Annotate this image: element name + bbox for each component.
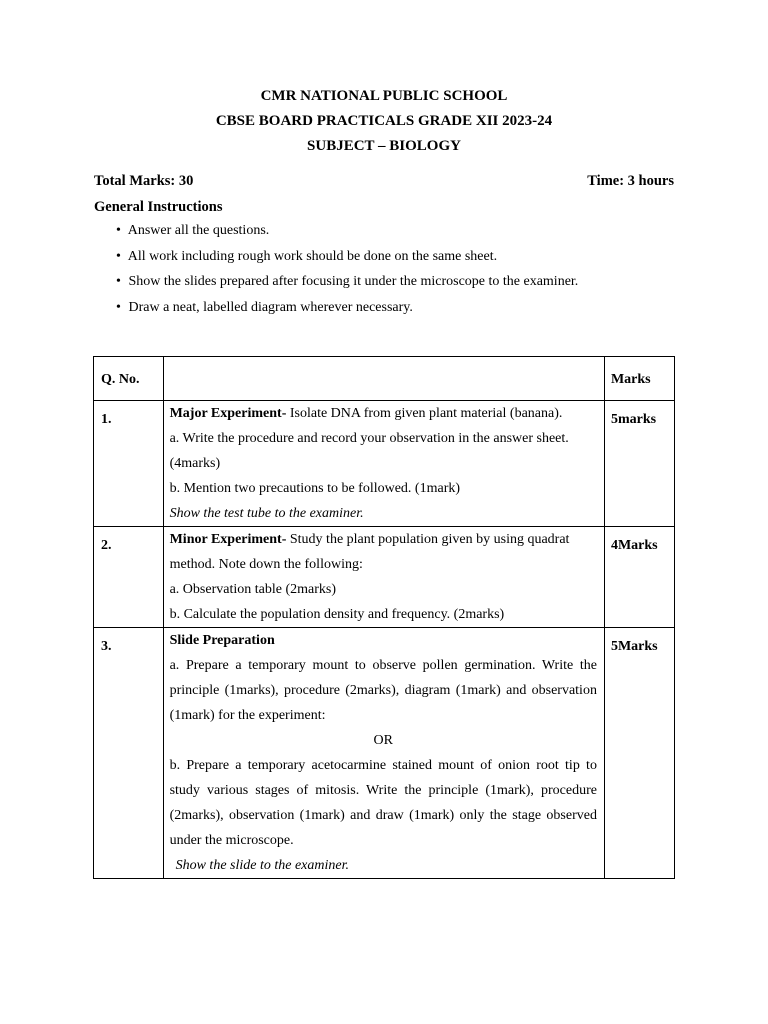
question-line: b. Calculate the population density and frequency. (2marks)	[169, 607, 505, 622]
total-marks: Total Marks: 30	[94, 173, 194, 189]
table-row	[94, 527, 675, 628]
question-note: Show the slide to the examiner.	[175, 858, 350, 873]
table-row	[94, 401, 675, 527]
question-title-line	[170, 527, 597, 552]
bullet-icon: •	[116, 274, 121, 289]
time-allowed: Time: 3 hours	[587, 173, 674, 189]
questions-table	[93, 356, 675, 879]
instruction-text: Answer all the questions.	[127, 223, 270, 238]
bullet-icon: •	[116, 299, 121, 315]
header-marks: Marks	[604, 357, 674, 401]
instruction-text: All work including rough work should be done on the same sheet.	[127, 248, 498, 264]
question-title: Major Experiment-	[169, 406, 287, 421]
subject-title: SUBJECT – BIOLOGY	[307, 138, 461, 154]
question-intro: Isolate DNA from given plant material (banana).	[286, 406, 563, 421]
question-note: Show the test tube to the examiner.	[169, 506, 364, 521]
or-divider: OR	[373, 733, 393, 748]
instructions-list	[116, 222, 578, 324]
question-option-a: a. Prepare a temporary mount to observe pollen germination. Write the principle (1marks), procedure (2marks), diagram (1mark) and observation (1mark) for the experiment:	[169, 658, 597, 723]
table-row	[94, 628, 675, 879]
instruction-text: Draw a neat, labelled diagram wherever necessary.	[128, 299, 413, 315]
question-number: 3.	[94, 628, 164, 879]
header-qno: Q. No.	[94, 357, 164, 401]
question-body	[163, 628, 604, 879]
question-line: b. Mention two precautions to be followed. (1mark)	[169, 481, 461, 496]
header-question	[163, 357, 604, 401]
bullet-icon: •	[116, 223, 121, 238]
question-title: Minor Experiment-	[169, 532, 287, 547]
general-instructions-title: General Instructions	[94, 199, 223, 215]
question-body	[163, 527, 604, 628]
question-marks: 4Marks	[604, 527, 674, 628]
question-title-line	[170, 401, 597, 426]
meta-row	[94, 172, 674, 190]
question-marks: 5marks	[604, 401, 674, 527]
question-line: a. Write the procedure and record your observation in the answer sheet.	[169, 431, 569, 446]
school-name: CMR NATIONAL PUBLIC SCHOOL	[260, 88, 508, 104]
bullet-icon: •	[116, 248, 121, 264]
question-body	[163, 401, 604, 527]
instruction-item	[116, 222, 578, 248]
question-number: 2.	[94, 527, 164, 628]
question-marks: 5Marks	[604, 628, 674, 879]
question-option-b: b. Prepare a temporary acetocarmine stained mount of onion root tip to study various stages of mitosis. Write the principle (1mark), procedure (2marks), observation (1mark) and draw (1mark) only the stage observed under the microscope.	[169, 758, 597, 848]
question-intro: Study the plant population given by using quadrat	[286, 532, 570, 547]
question-line: (4marks)	[169, 456, 221, 471]
question-title: Slide Preparation	[169, 633, 275, 648]
question-number: 1.	[94, 401, 164, 527]
instruction-text: Show the slides prepared after focusing it under the microscope to the examiner.	[128, 274, 579, 289]
question-line: method. Note down the following:	[169, 557, 363, 572]
exam-title: CBSE BOARD PRACTICALS GRADE XII 2023-24	[215, 113, 553, 129]
instruction-item	[116, 248, 578, 274]
table-header-row	[94, 357, 675, 401]
instruction-item	[116, 273, 578, 299]
instruction-item	[116, 299, 578, 325]
question-line: a. Observation table (2marks)	[169, 582, 336, 597]
